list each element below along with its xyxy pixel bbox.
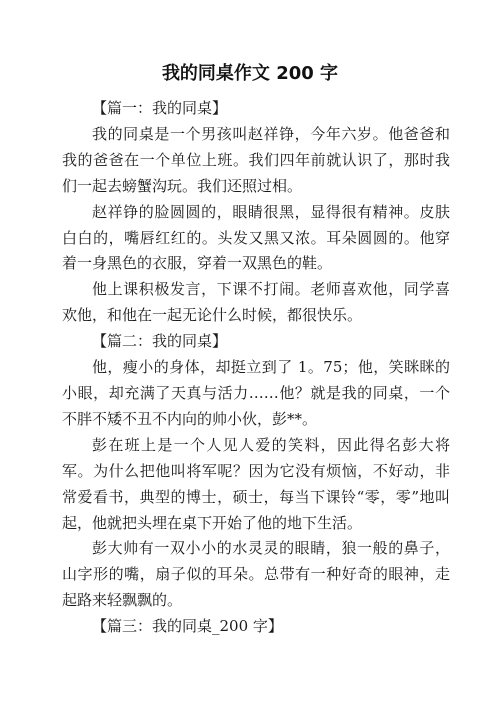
section-heading-2: 【篇二：我的同桌】 [92, 332, 228, 351]
document-title: 我的同桌作文 200 字 [161, 63, 339, 84]
paragraph: 彭在班上是一个人见人爱的笑料，因此得名彭大将军。为什么把他叫将军呢？因为它没有烦恼，不好动，非常爱看书，典型的博士，硕士，每当下课铃“零，零”地叫起，他就把头埋在桌下开始了他的地下生活。 [62, 435, 450, 532]
paragraph: 我的同桌是一个男孩叫赵祥铮，今年六岁。他爸爸和我的爸爸在一个单位上班。我们四年前就认识了，那时我们一起去螃蟹沟玩。我们还照过相。 [62, 124, 450, 195]
paragraph: 彭大帅有一双小小的水灵灵的眼睛，狼一般的鼻子，山字形的嘴，扇子似的耳朵。总带有一种好奇的眼神，走起路来轻飘飘的。 [62, 539, 450, 610]
document-body [62, 96, 450, 640]
paragraph: 他，瘦小的身体，却挺立到了 1。75；他，笑眯眯的小眼，却充满了天真与活力……他？就是我的同桌，一个不胖不矮不丑不内向的帅小伙，彭**。 [62, 358, 450, 428]
paragraph: 赵祥铮的脸圆圆的，眼睛很黑，显得很有精神。皮肤白白的，嘴唇红红的。头发又黑又浓。耳朵圆圆的。他穿着一身黑色的衣服，穿着一双黑色的鞋。 [62, 202, 450, 273]
paragraph: 他上课积极发言，下课不打闹。老师喜欢他，同学喜欢他，和他在一起无论什么时候，都很快乐。 [62, 280, 450, 325]
section-heading-1: 【篇一：我的同桌】 [92, 99, 228, 117]
section-heading-3: 【篇三：我的同桌_200 字】 [92, 617, 283, 636]
